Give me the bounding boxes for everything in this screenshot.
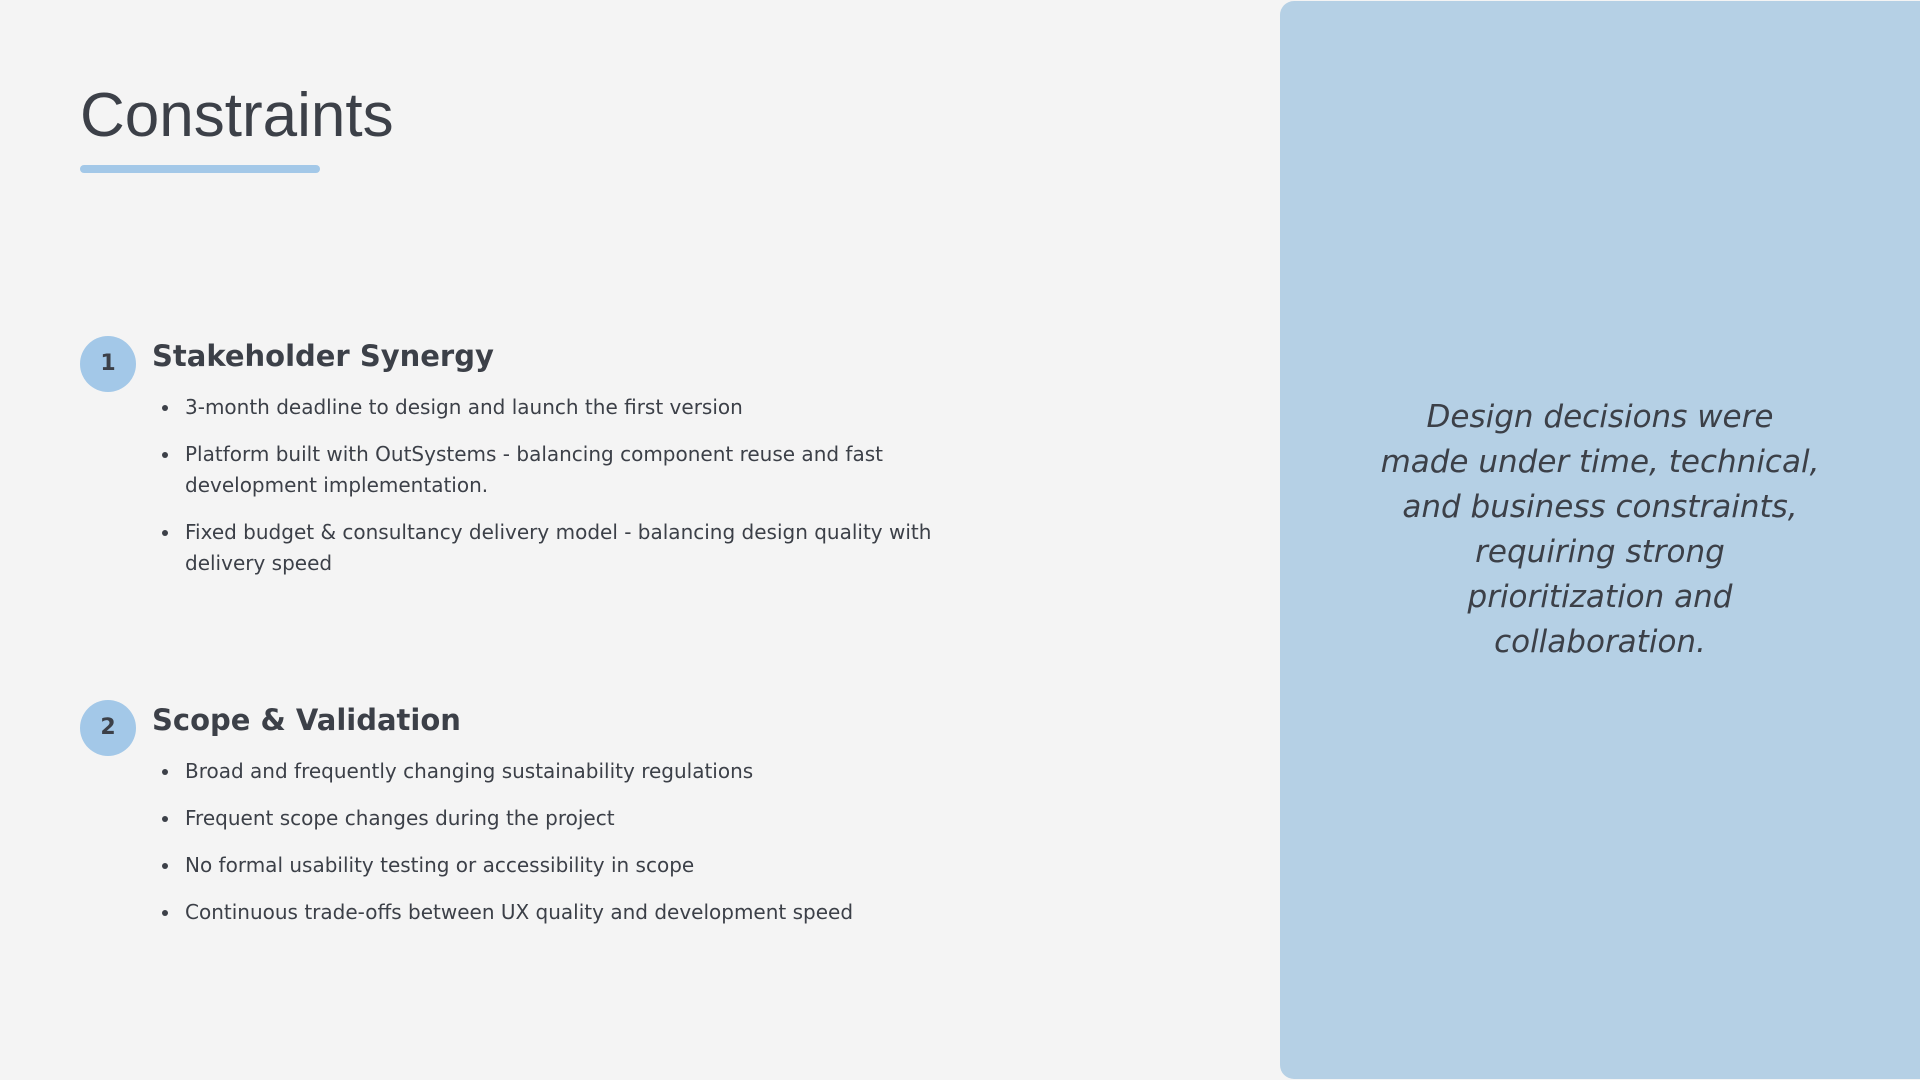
page-title: Constraints	[80, 81, 394, 150]
bullet-item: Fixed budget & consultancy delivery model - balancing design quality with delivery speed	[185, 517, 945, 579]
content-area	[80, 0, 1180, 1080]
section-number-badge: 1	[80, 336, 136, 392]
section-title: Scope & Validation	[152, 703, 461, 737]
bullet-list	[185, 392, 945, 595]
bullet-list	[185, 756, 945, 944]
section-number-badge: 2	[80, 700, 136, 756]
quote-panel	[1280, 1, 1920, 1079]
bullet-item: No formal usability testing or accessibility in scope	[185, 850, 945, 881]
quote-text: Design decisions were made under time, technical, and business constraints, requiring strong prioritization and collaboration.	[1380, 399, 1820, 660]
bullet-item: Platform built with OutSystems - balancing component reuse and fast development implementation.	[185, 439, 945, 501]
title-underline	[80, 165, 320, 173]
bullet-item: 3-month deadline to design and launch the first version	[185, 392, 945, 423]
bullet-item: Broad and frequently changing sustainability regulations	[185, 756, 945, 787]
bullet-item: Frequent scope changes during the project	[185, 803, 945, 834]
bullet-item: Continuous trade-offs between UX quality and development speed	[185, 897, 945, 928]
section-title: Stakeholder Synergy	[152, 339, 494, 373]
